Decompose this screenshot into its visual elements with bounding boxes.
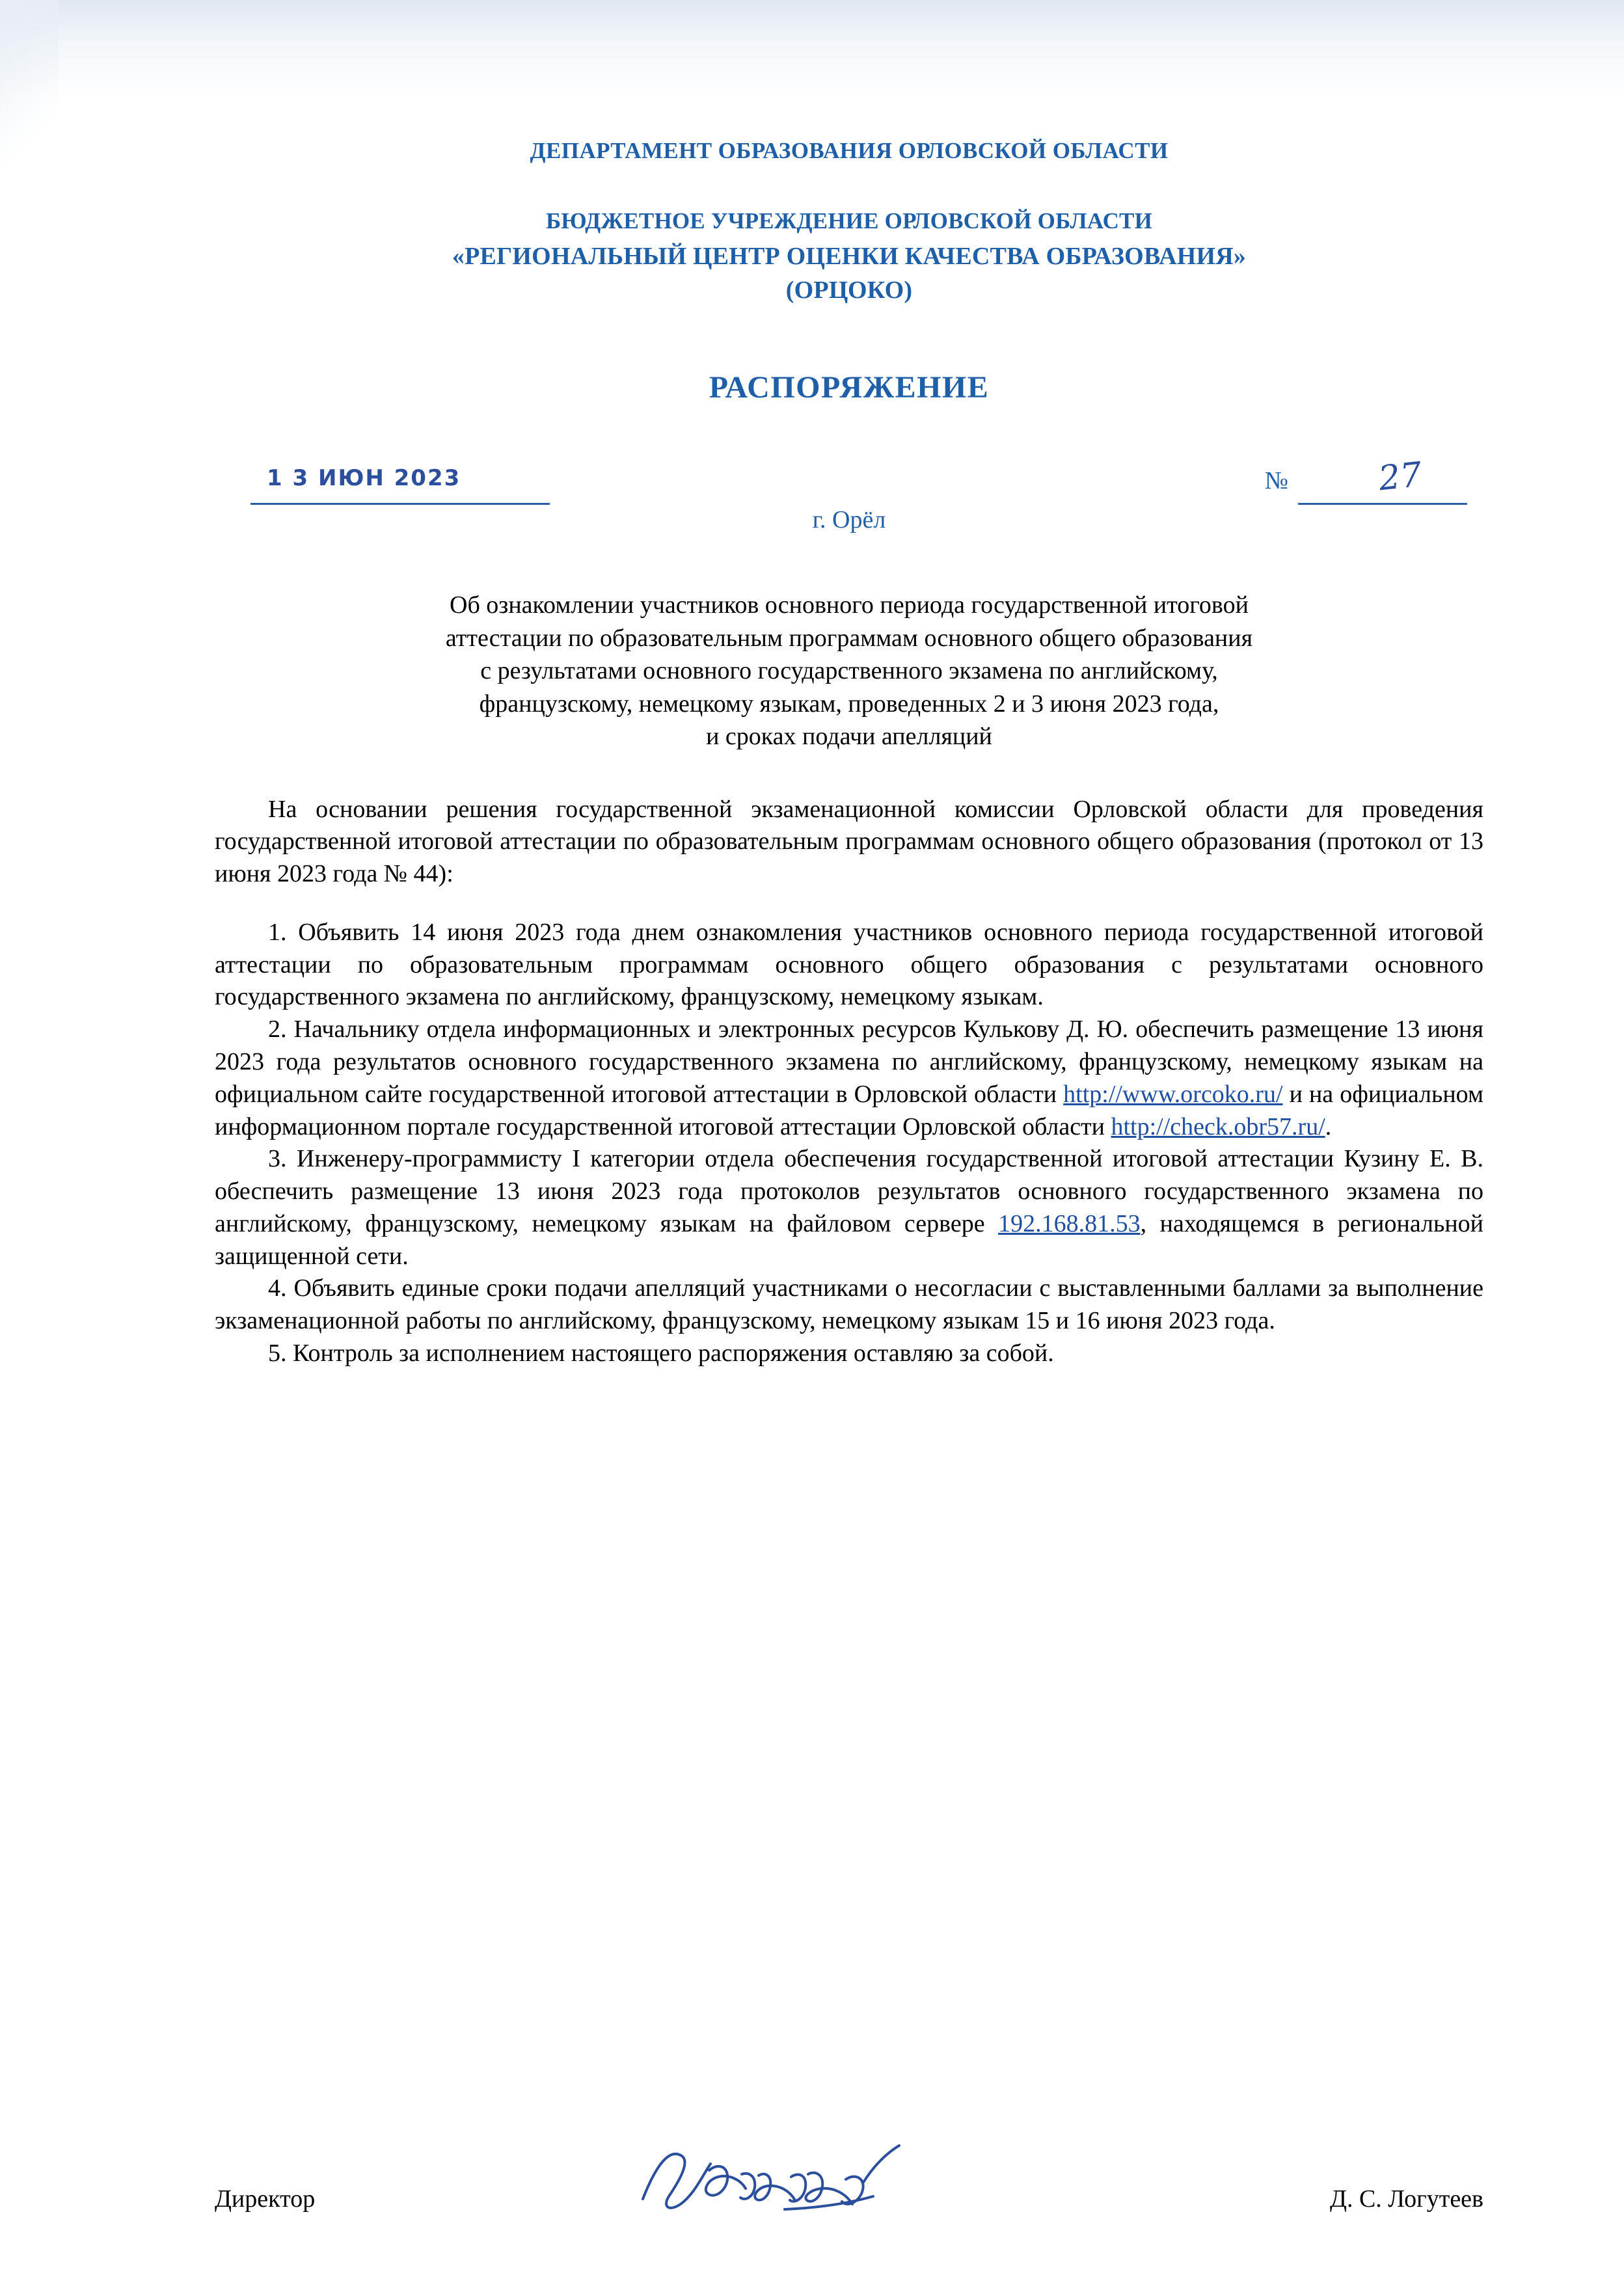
organization-abbreviation: (ОРЦОКО) bbox=[785, 276, 913, 304]
preamble-paragraph: На основании решения государственной экзаменационной комиссии Орловской области для проведения государственной итоговой аттестации по образовательным программам основного общего образования (протокол от 13 июня 2023 года № 44): bbox=[215, 795, 1483, 888]
subject-line-3: с результатами основного государственного экзамена по английскому, bbox=[480, 657, 1218, 685]
document-type-title: РАСПОРЯЖЕНИЕ bbox=[709, 370, 990, 405]
clause-4: 4. Объявить единые сроки подачи апелляций участниками о несогласии с выставленными баллами за выполнение экзаменационной работы по английскому, французскому, немецкому языкам 15 и 16 июня 2023 года. bbox=[215, 1274, 1483, 1335]
handwritten-signature-icon bbox=[631, 2136, 969, 2228]
clause-2-text-part-3: . bbox=[1325, 1112, 1332, 1140]
document-body bbox=[215, 794, 1483, 1370]
clause-3 bbox=[215, 1143, 1483, 1273]
signatory-title: Директор bbox=[215, 2185, 316, 2213]
subject-line-1: Об ознакомлении участников основного периода государственной итоговой bbox=[450, 591, 1249, 619]
link-check-obr57[interactable]: http://check.obr57.ru/ bbox=[1111, 1112, 1325, 1140]
document-subject bbox=[215, 589, 1483, 753]
link-orcoko[interactable]: http://www.orcoko.ru/ bbox=[1063, 1080, 1283, 1108]
clause-2-text-part-1: 2. Начальнику отдела информационных и электронных ресурсов Кулькову Д. Ю. обеспечить размещение 13 июня 2023 года результатов основного государственного экзамена по английскому, французскому, немецкому языкам на официальном сайте государственной итоговой аттестации в Орловской области bbox=[215, 1016, 1483, 1108]
date-stamp: 1 3 ИЮН 2023 bbox=[267, 465, 461, 491]
letterhead bbox=[215, 138, 1483, 304]
clause-2-text-part-2: и на официальном информационном портале государственной итоговой аттестации Орловской области bbox=[215, 1080, 1483, 1140]
signatory-name: Д. С. Логутеев bbox=[1330, 2185, 1483, 2213]
number-label: № bbox=[1264, 467, 1288, 494]
subject-line-5: и сроках подачи апелляций bbox=[706, 723, 992, 751]
organization-line-2: «РЕГИОНАЛЬНЫЙ ЦЕНТР ОЦЕНКИ КАЧЕСТВА ОБРАЗОВАНИЯ» bbox=[452, 243, 1247, 270]
subject-line-2: аттестации по образовательным программам основного общего образования bbox=[445, 624, 1253, 652]
number-value: 27 bbox=[1376, 455, 1424, 499]
document-content bbox=[215, 0, 1483, 1370]
link-file-server-ip[interactable]: 192.168.81.53 bbox=[998, 1209, 1141, 1237]
document-meta-row bbox=[215, 455, 1483, 563]
organization-line-1: БЮДЖЕТНОЕ УЧРЕЖДЕНИЕ ОРЛОВСКОЙ ОБЛАСТИ bbox=[545, 208, 1153, 234]
scan-shade-left bbox=[0, 0, 59, 169]
city-label: г. Орёл bbox=[812, 506, 886, 533]
department-name: ДЕПАРТАМЕНТ ОБРАЗОВАНИЯ ОРЛОВСКОЙ ОБЛАСТИ bbox=[530, 138, 1169, 163]
subject-line-4: французскому, немецкому языкам, проведенных 2 и 3 июня 2023 года, bbox=[479, 690, 1219, 718]
clause-2 bbox=[215, 1014, 1483, 1143]
clause-3-text-part-2: , находящемся в региональной защищенной сети. bbox=[215, 1209, 1483, 1270]
clause-3-text-part-1: 3. Инженеру-программисту I категории отдела обеспечения государственной итоговой аттестации Кузину Е. В. обеспечить размещение 13 июня 2023 года протоколов результатов основного государственного экзамена по английскому, французскому, немецкому языкам на файловом сервере bbox=[215, 1145, 1483, 1237]
clause-5: 5. Контроль за исполнением настоящего распоряжения оставляю за собой. bbox=[268, 1339, 1054, 1367]
signature-block bbox=[215, 2166, 1483, 2238]
clause-1: 1. Объявить 14 июня 2023 года днем ознакомления участников основного периода государственной итоговой аттестации по образовательным программам основного общего образования с результатами основного государственного экзамена по английскому, французскому, немецкому языкам. bbox=[215, 918, 1483, 1011]
